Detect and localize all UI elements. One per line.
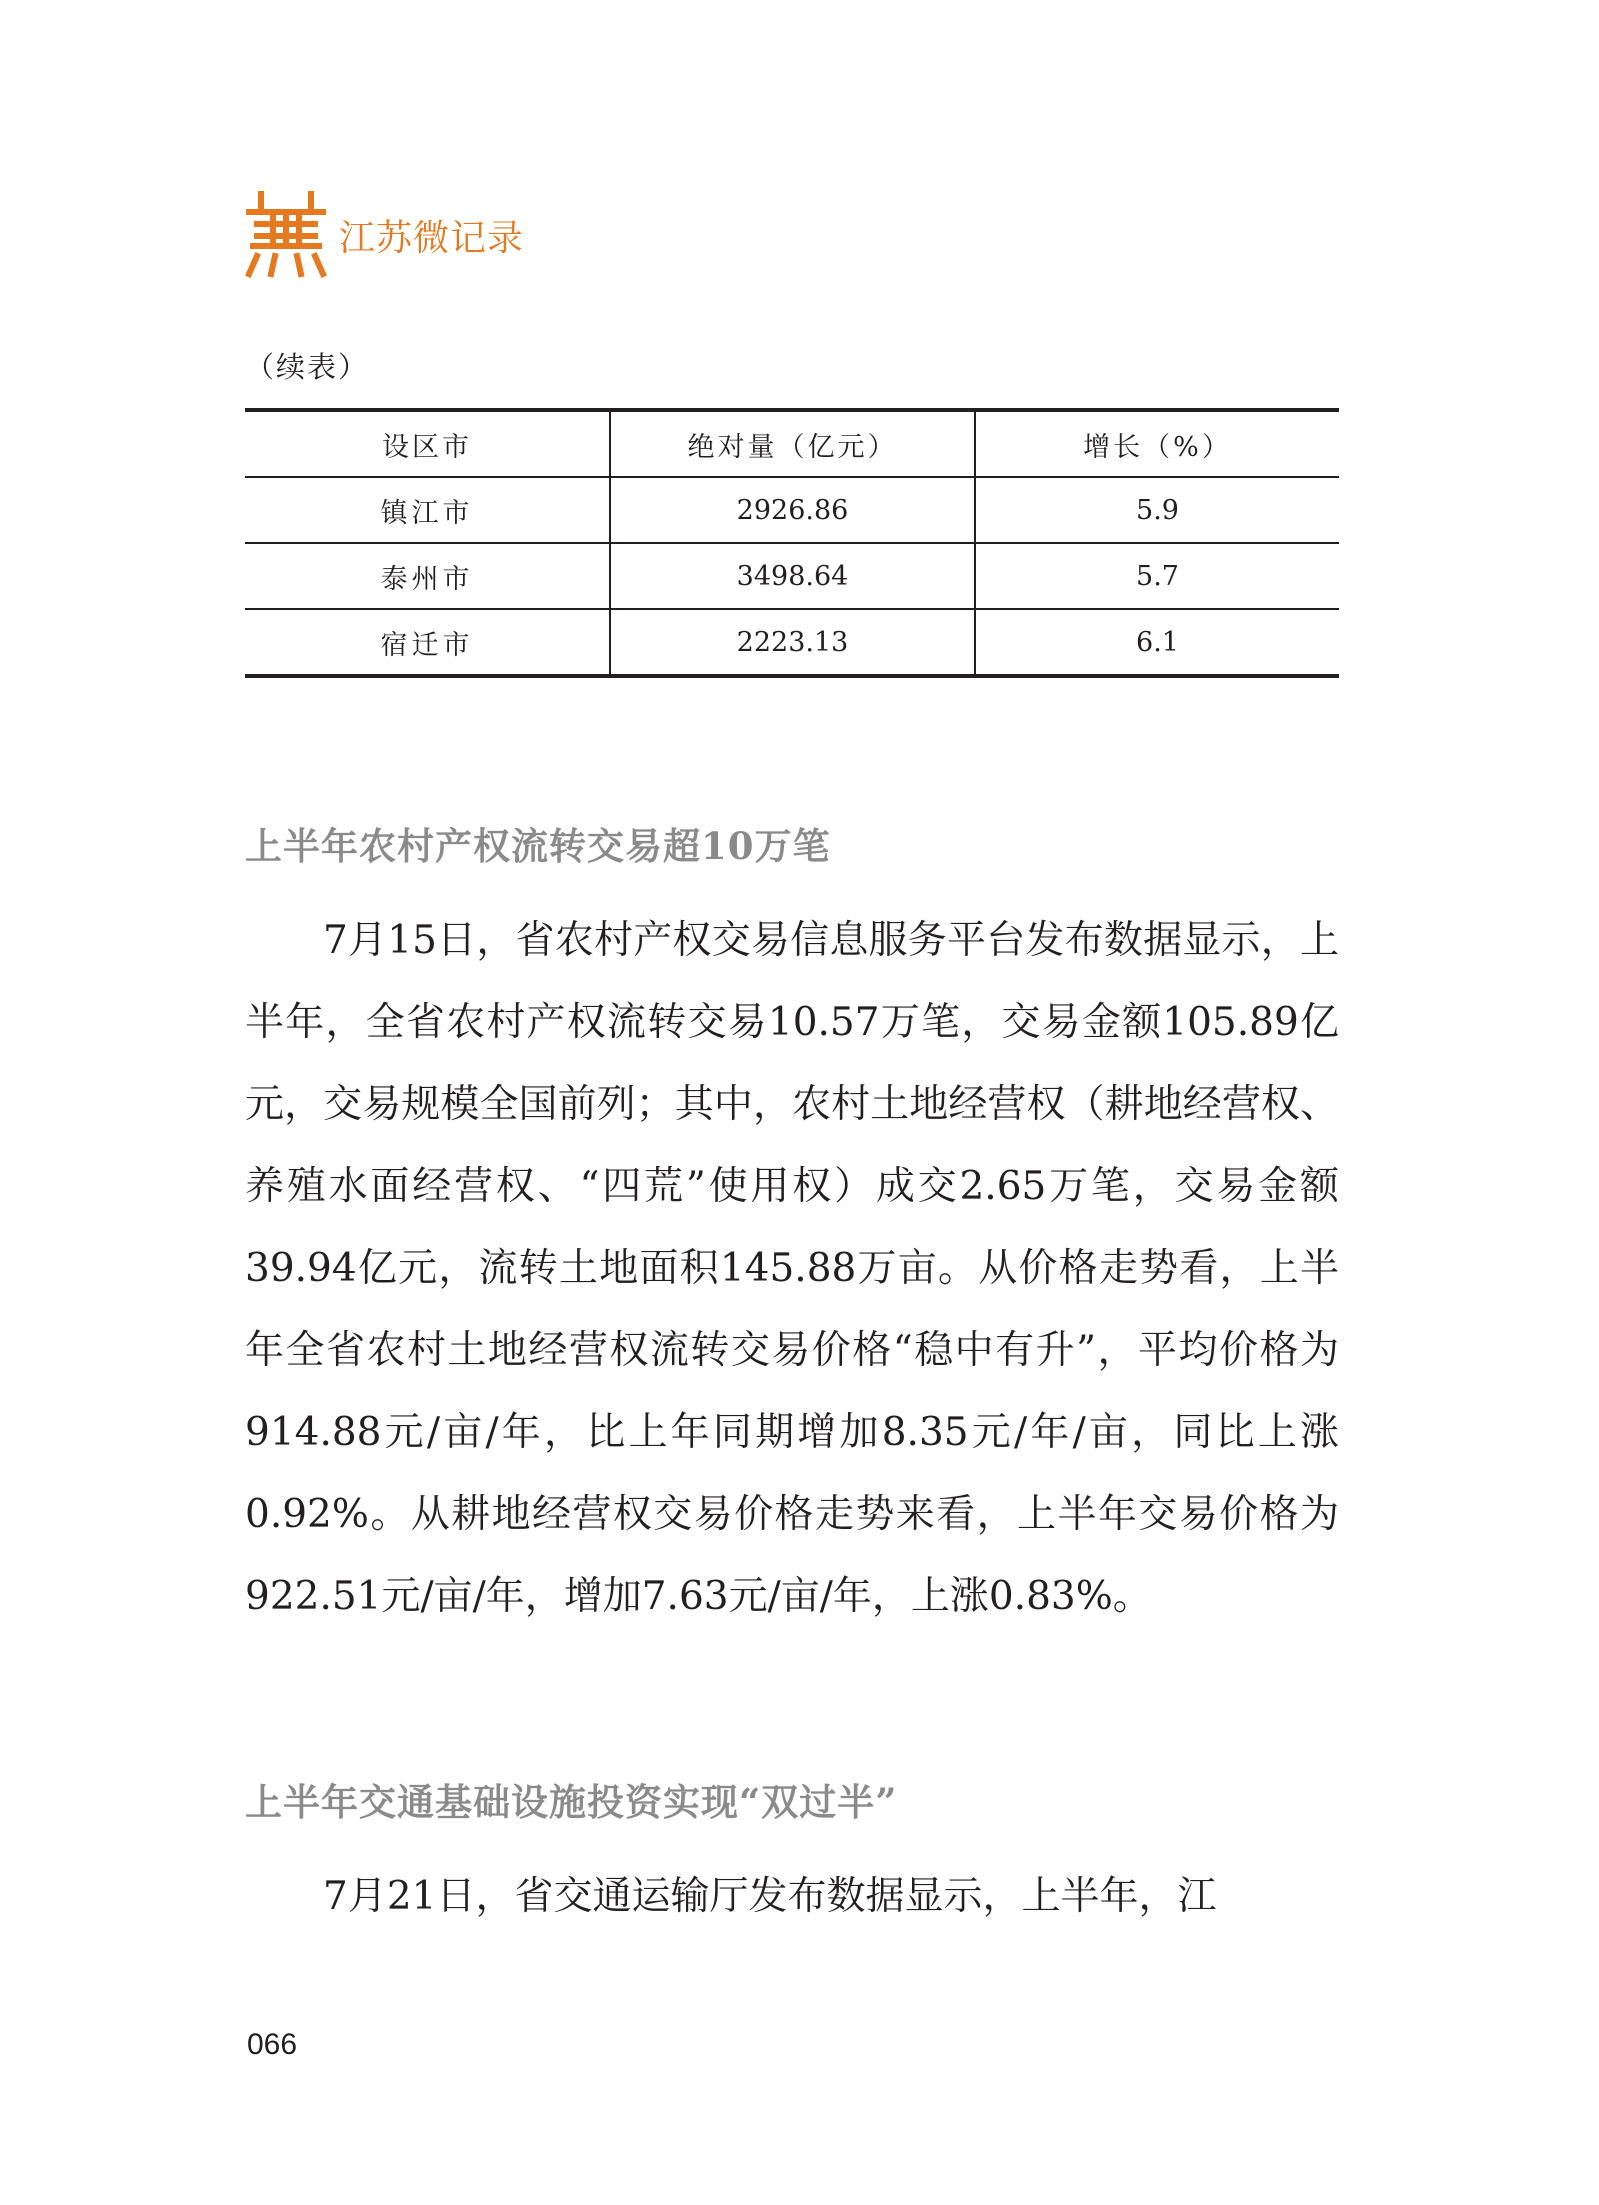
- section-paragraph: 7月15日，省农村产权交易信息服务平台发布数据显示，上半年，全省农村产权流转交易10.57万笔，交易金额105.89亿元，交易规模全国前列；其中，农村土地经营权（耕地经营权、养殖水面经营权、“四荒”使用权）成交2.65万笔，交易金额39.94亿元，流转土地面积145.88万亩。从价格走势看，上半年全省农村土地经营权流转交易价格“稳中有升”，平均价格为914.88元/亩/年，比上年同期增加8.35元/年/亩，同比上涨0.92%。从耕地经营权交易价格走势来看，上半年交易价格为922.51元/亩/年，增加7.63元/亩/年，上涨0.83%。: [245, 918, 1339, 1619]
- table-row: [245, 543, 1339, 609]
- amount-cell: 2223.13: [610, 609, 975, 676]
- section-heading: 上半年交通基础设施投资实现“双过半”: [245, 1780, 898, 1824]
- column-header-growth: 增长（%）: [975, 410, 1339, 477]
- amount-cell: 3498.64: [610, 543, 975, 609]
- table-caption: （续表）: [245, 350, 370, 384]
- table-header-row: [245, 410, 1339, 477]
- section-heading: 上半年农村产权流转交易超10万笔: [245, 824, 831, 868]
- amount-cell: 2926.86: [610, 477, 975, 543]
- book-title: 江苏微记录: [339, 218, 525, 259]
- growth-cell: 6.1: [975, 609, 1339, 676]
- page-header: [245, 188, 524, 278]
- column-header-city: 设区市: [245, 410, 610, 477]
- table-row: [245, 477, 1339, 543]
- column-header-amount: 绝对量（亿元）: [610, 410, 975, 477]
- city-cell: 宿迁市: [245, 609, 610, 676]
- growth-cell: 5.9: [975, 477, 1339, 543]
- section-paragraph: 7月21日，省交通运输厅发布数据显示，上半年，江: [323, 1874, 1217, 1919]
- jiangsu-emblem-icon: [245, 188, 327, 278]
- page-number: 066: [247, 2028, 298, 2061]
- city-data-table: [245, 408, 1339, 678]
- city-cell: 泰州市: [245, 543, 610, 609]
- growth-cell: 5.7: [975, 543, 1339, 609]
- city-cell: 镇江市: [245, 477, 610, 543]
- table-row: [245, 609, 1339, 676]
